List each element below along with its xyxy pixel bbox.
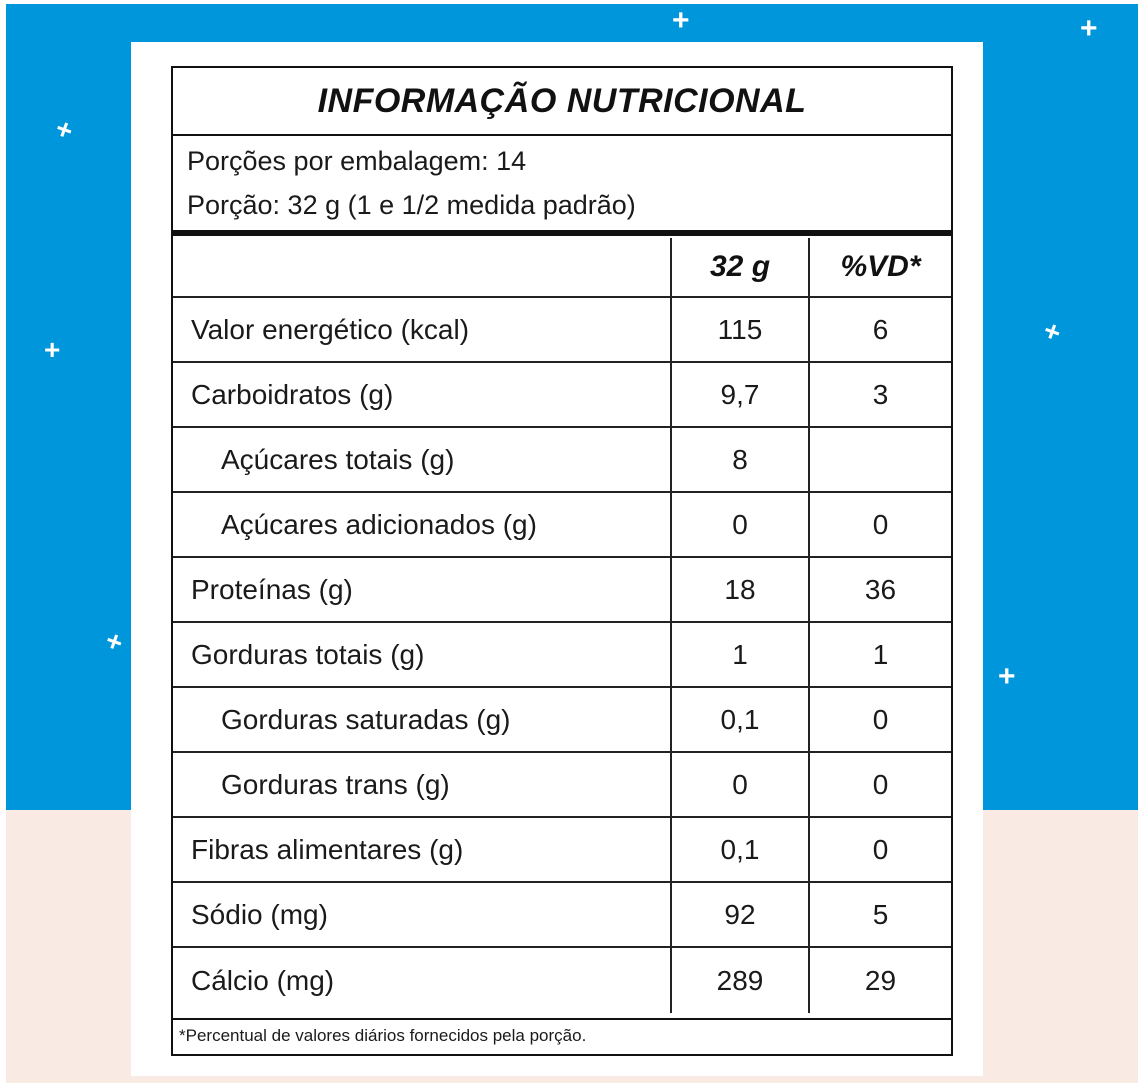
nutrient-name: Açúcares totais (g) [221,443,455,475]
sparkle-icon: + [998,660,1016,693]
nutrient-daily-value: 3 [808,363,951,426]
table-header-row [173,238,951,298]
table-row [173,298,951,363]
nutrition-facts-label [171,66,953,1056]
nutrient-amount: 18 [670,558,808,621]
serving-size: Porção: 32 g (1 e 1/2 medida padrão) [187,190,636,220]
header-nutrient [173,238,670,296]
nutrient-amount: 9,7 [670,363,808,426]
nutrient-amount: 92 [670,883,808,946]
nutrient-daily-value: 1 [808,623,951,686]
table-row [173,818,951,883]
sparkle-icon: + [44,334,61,365]
sparkle-icon: + [51,112,78,147]
nutrient-amount: 0 [670,753,808,816]
nutrient-amount: 115 [670,298,808,361]
nutrient-daily-value: 6 [808,298,951,361]
table-row [173,688,951,753]
nutrient-name: Gorduras trans (g) [221,768,450,800]
nutrient-amount: 1 [670,623,808,686]
nutrient-name: Valor energético (kcal) [191,313,470,345]
table-row [173,428,951,493]
nutrient-daily-value: 0 [808,818,951,881]
nutrient-name: Proteínas (g) [191,573,353,605]
sparkle-icon: + [1080,12,1098,45]
nutrient-daily-value: 29 [808,948,951,1013]
table-row [173,558,951,623]
nutrient-name: Fibras alimentares (g) [191,833,464,865]
footnote: *Percentual de valores diários fornecidos pela porção. [179,1026,587,1045]
nutrient-daily-value: 36 [808,558,951,621]
nutrition-table [173,238,951,1013]
sparkle-icon: + [672,4,690,37]
nutrient-daily-value: 0 [808,753,951,816]
nutrient-daily-value: 0 [808,493,951,556]
nutrient-amount: 8 [670,428,808,491]
nutrient-amount: 0,1 [670,688,808,751]
sparkle-icon: + [101,624,128,659]
nutrient-daily-value: 0 [808,688,951,751]
footnote-box [173,1018,951,1054]
nutrient-name: Gorduras totais (g) [191,638,425,670]
table-row [173,753,951,818]
nutrient-amount: 0,1 [670,818,808,881]
servings-per-package: Porções por embalagem: 14 [187,146,527,176]
table-row [173,363,951,428]
table-row [173,623,951,688]
label-title: INFORMAÇÃO NUTRICIONAL [173,68,951,136]
table-row [173,883,951,948]
nutrient-name: Açúcares adicionados (g) [221,508,537,540]
nutrient-daily-value: 5 [808,883,951,946]
thick-divider [173,230,951,236]
nutrient-name: Carboidratos (g) [191,378,394,410]
nutrient-amount: 289 [670,948,808,1013]
table-row [173,493,951,558]
sparkle-icon: + [1039,314,1066,349]
nutrient-name: Sódio (mg) [191,898,328,930]
nutrient-name: Cálcio (mg) [191,964,335,996]
nutrient-amount: 0 [670,493,808,556]
header-amount: 32 g [670,238,808,296]
nutrient-daily-value [808,428,951,491]
table-row [173,948,951,1013]
nutrient-name: Gorduras saturadas (g) [221,703,511,735]
header-daily-value: %VD* [808,238,951,296]
